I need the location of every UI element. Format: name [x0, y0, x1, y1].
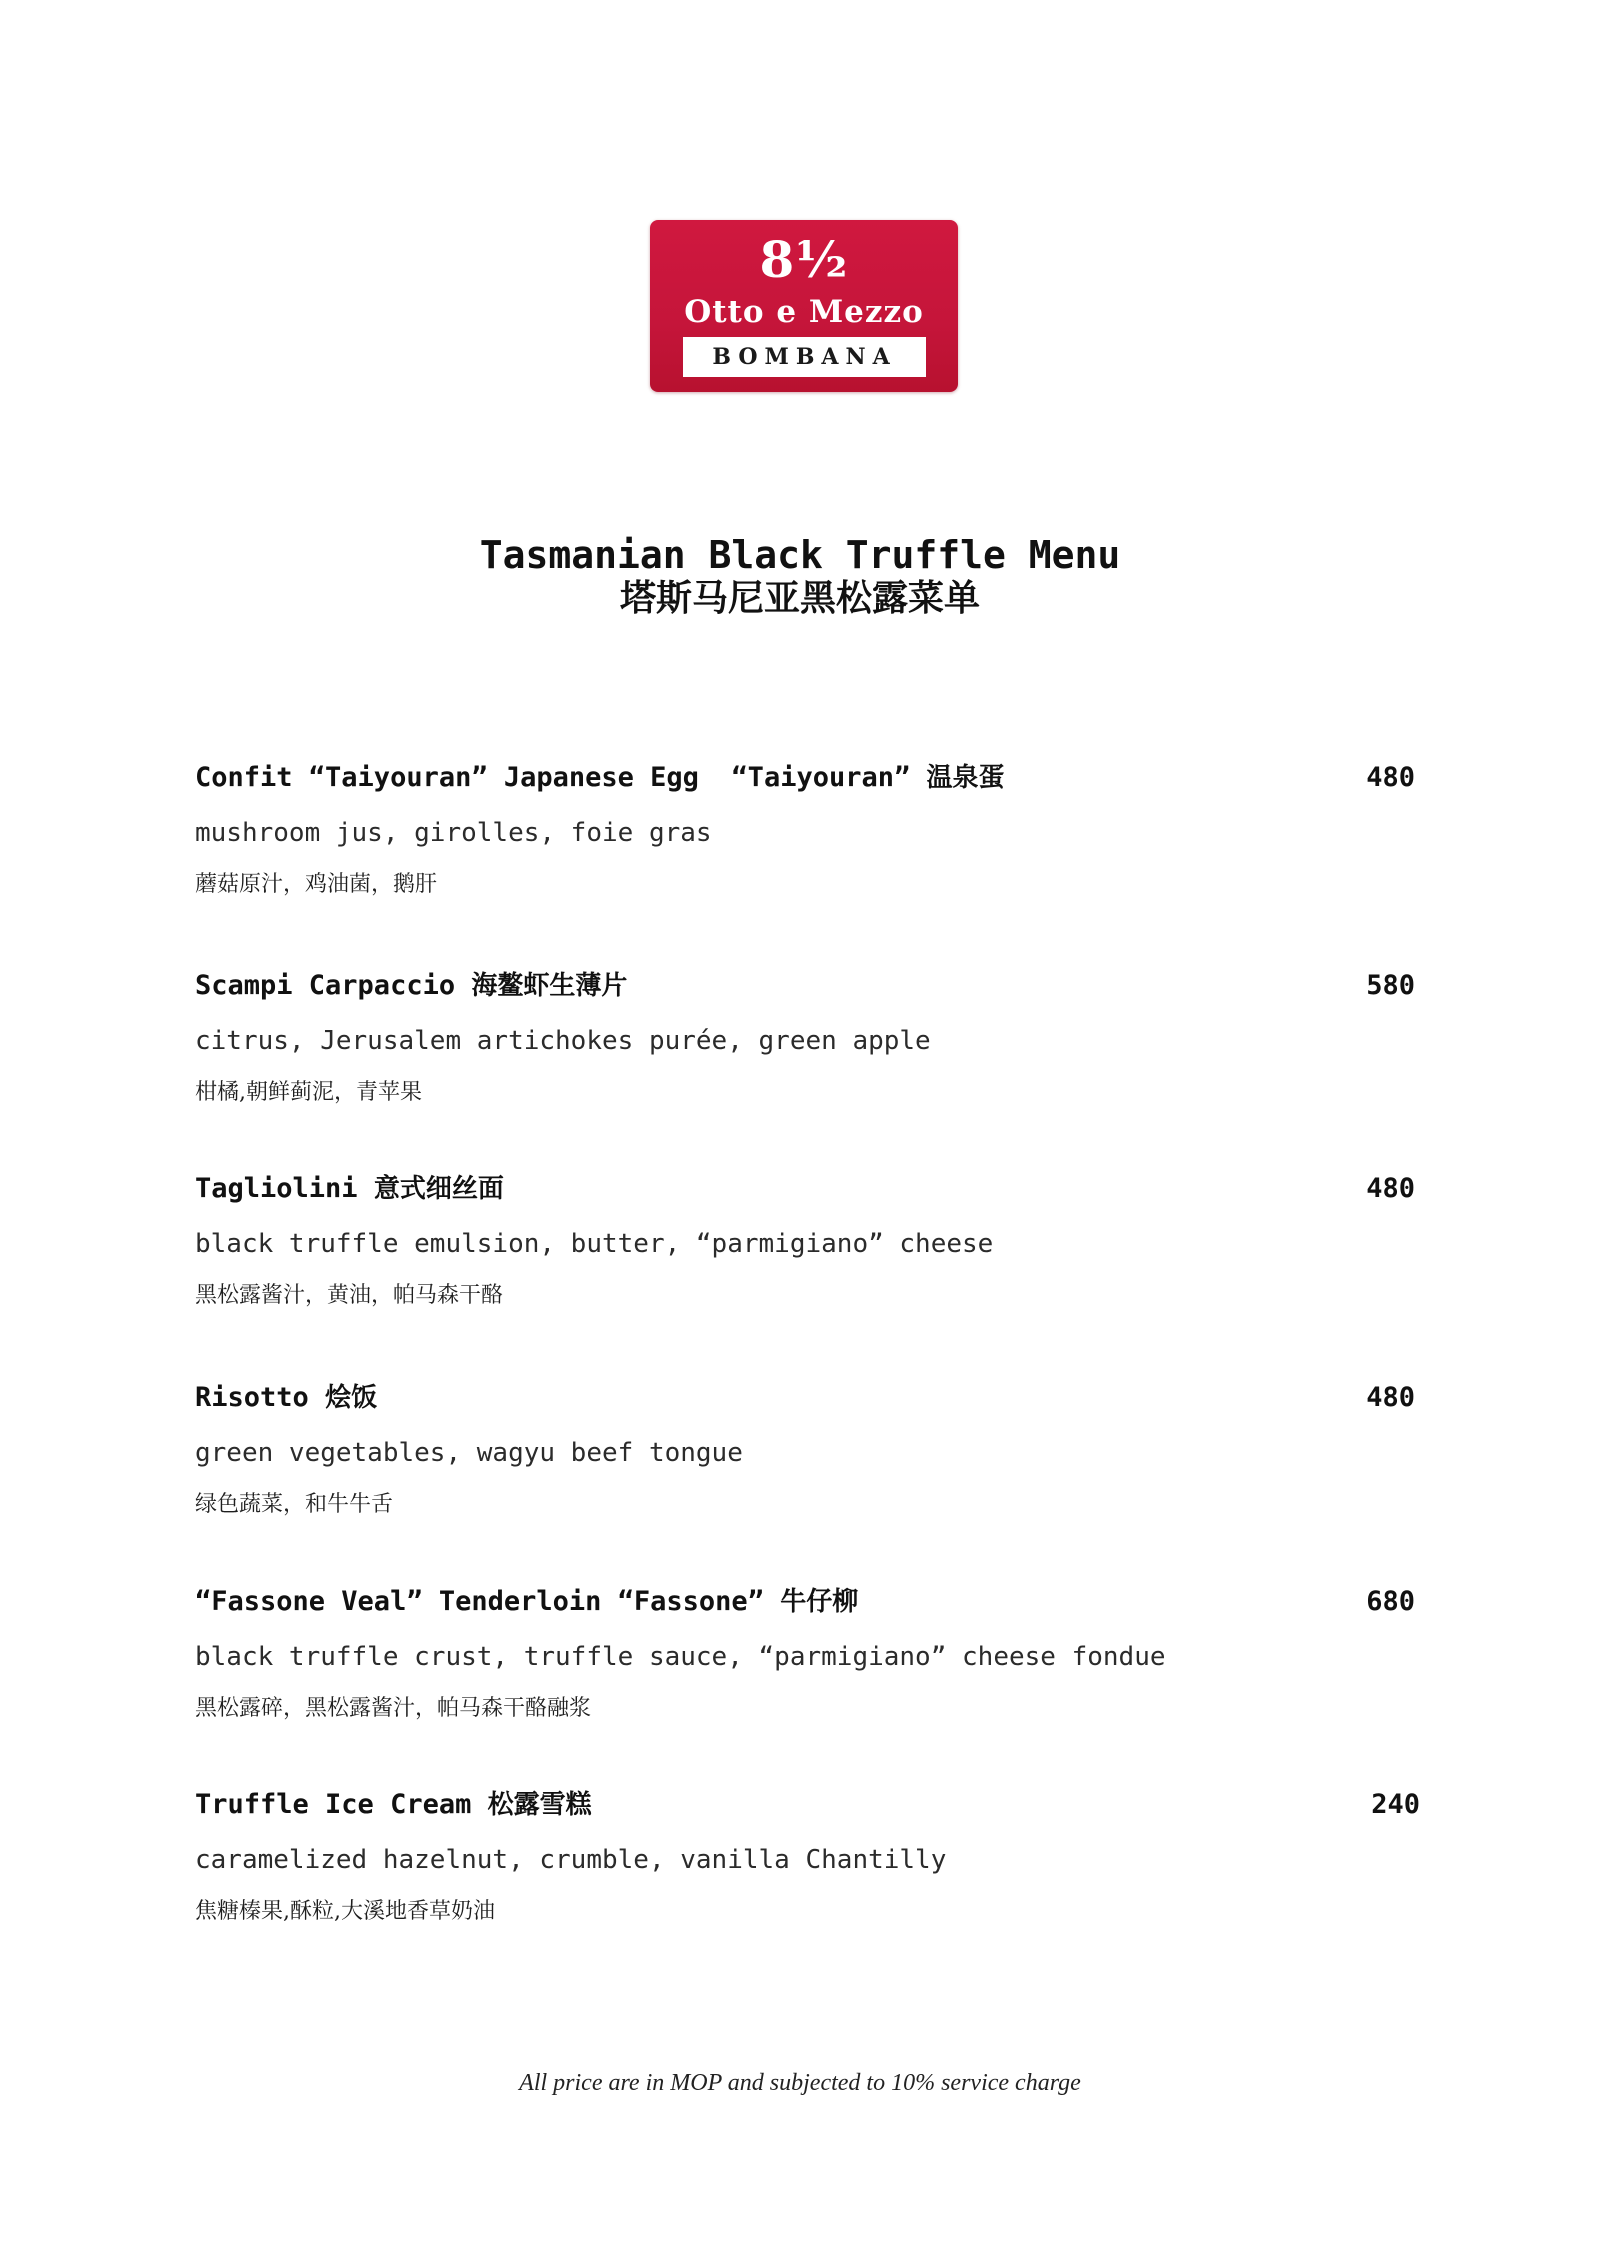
menu-item-name-cn: 牛仔柳 [780, 1587, 859, 1617]
menu-item-name-cn: 海鳌虾生薄片 [471, 971, 628, 1001]
menu-item-description: mushroom jus, girolles, foie gras [195, 818, 712, 848]
menu-item-description: black truffle crust, truffle sauce, “parmigiano” cheese fondue [195, 1642, 1166, 1672]
menu-item-name-en: Scampi Carpaccio [195, 970, 456, 1001]
menu-item-name [195, 1582, 858, 1622]
menu-item-name-cn: 松露雪糕 [487, 1790, 592, 1820]
menu-item-name-en: “Fassone Veal” Tenderloin “Fassone” [195, 1586, 764, 1617]
logo-name: Otto e Mezzo [684, 294, 924, 330]
menu-item-description-cn: 蘑菇原汁，鸡油菌，鹅肝 [195, 872, 438, 897]
menu-item-name-en: Tagliolini [195, 1173, 358, 1204]
menu-item-description-cn: 绿色蔬菜，和牛牛舌 [195, 1492, 394, 1517]
logo-subtitle: BOMBANA [683, 337, 926, 377]
menu-item-description-cn: 柑橘,朝鲜蓟泥，青苹果 [195, 1080, 422, 1105]
menu-item-description-cn: 焦糖榛果,酥粒,大溪地香草奶油 [195, 1899, 495, 1924]
menu-item-name [195, 1378, 377, 1418]
menu-item [195, 758, 1415, 938]
menu-item-name-en: Truffle Ice Cream [195, 1789, 472, 1820]
menu-item [195, 1169, 1415, 1349]
menu-item-description: green vegetables, wagyu beef tongue [195, 1438, 743, 1468]
menu-item-description: caramelized hazelnut, crumble, vanilla Chantilly [195, 1845, 947, 1875]
menu-item-price: 480 [1366, 1173, 1415, 1204]
menu-title-chinese: 塔斯马尼亚黑松露菜单 [619, 578, 980, 619]
menu-item-name-en: Risotto [195, 1382, 309, 1413]
menu-item-price: 480 [1366, 762, 1415, 793]
restaurant-logo [650, 220, 958, 392]
logo-mark: 8½ [759, 230, 849, 289]
menu-item-name [195, 1785, 592, 1825]
menu-item-name [195, 1169, 504, 1209]
menu-item-price: 580 [1366, 970, 1415, 1001]
menu-item-description: black truffle emulsion, butter, “parmigiano” cheese [195, 1229, 994, 1259]
menu-item-name-cn: 温泉蛋 [926, 763, 1005, 793]
menu-item-price: 240 [1371, 1789, 1420, 1820]
menu-item-price: 680 [1366, 1586, 1415, 1617]
menu-item-price: 480 [1366, 1382, 1415, 1413]
menu-item-name [195, 966, 627, 1006]
service-charge-note: All price are in MOP and subjected to 10% service charge [519, 2070, 1081, 2096]
menu-item-name [195, 758, 1005, 798]
menu-item [195, 1582, 1415, 1762]
menu-item [195, 1378, 1415, 1558]
menu-title: Tasmanian Black Truffle Menu [479, 533, 1121, 577]
menu-item-description-cn: 黑松露酱汁，黄油，帕马森干酪 [195, 1283, 504, 1308]
menu-item-name-cn: 烩饭 [325, 1383, 378, 1413]
menu-item-description: citrus, Jerusalem artichokes purée, green apple [195, 1026, 931, 1056]
menu-item [195, 966, 1415, 1146]
menu-item-name-cn: 意式细丝面 [373, 1174, 504, 1204]
menu-item-name-en: Confit “Taiyouran” Japanese Egg “Taiyouran” [195, 762, 911, 793]
menu-item [195, 1785, 1420, 1965]
menu-item-description-cn: 黑松露碎，黑松露酱汁，帕马森干酪融浆 [195, 1696, 592, 1721]
